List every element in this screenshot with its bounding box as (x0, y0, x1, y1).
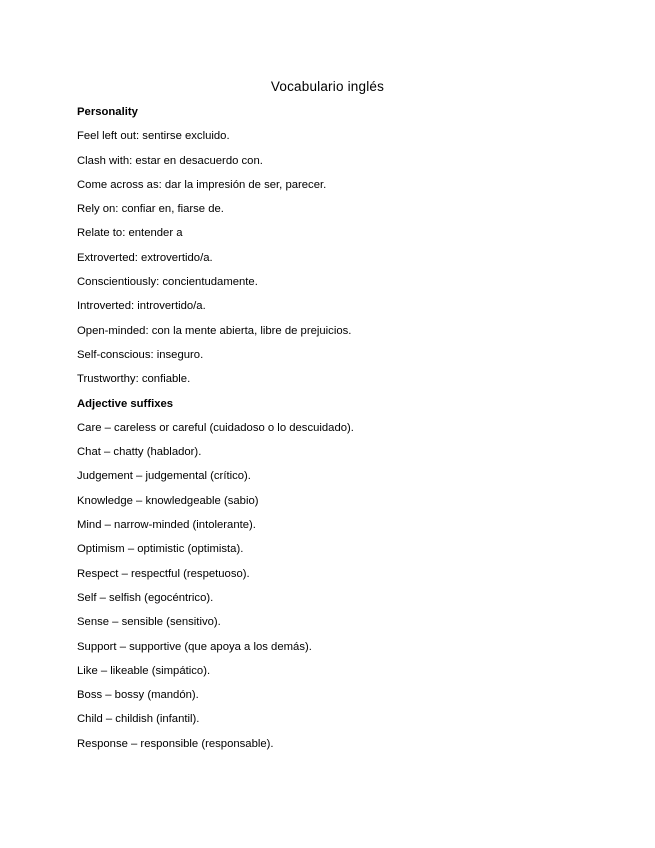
vocab-line: Conscientiously: concientudamente. (77, 276, 258, 289)
vocab-line: Come across as: dar la impresión de ser, parecer. (77, 178, 327, 191)
vocab-line: Open-minded: con la mente abierta, libre de prejuicios. (77, 324, 352, 337)
vocab-line: Self-conscious: inseguro. (77, 348, 204, 361)
vocab-line: Extroverted: extrovertido/a. (77, 251, 213, 264)
vocab-line: Boss – bossy (mandón). (77, 689, 199, 702)
vocab-line: Sense – sensible (sensitivo). (77, 616, 221, 629)
vocab-line: Feel left out: sentirse excluido. (77, 130, 230, 143)
vocab-line: Child – childish (infantil). (77, 713, 200, 726)
section-heading-adjective-suffixes: Adjective suffixes (77, 397, 174, 410)
vocab-line: Trustworthy: confiable. (77, 373, 191, 386)
vocab-line: Mind – narrow-minded (intolerante). (77, 519, 256, 532)
document-body (77, 102, 617, 758)
vocab-line: Rely on: confiar en, fiarse de. (77, 203, 224, 216)
vocab-line: Introverted: introvertido/a. (77, 300, 206, 313)
vocab-line: Self – selfish (egocéntrico). (77, 591, 214, 604)
vocab-line: Respect – respectful (respetuoso). (77, 567, 250, 580)
vocab-line: Knowledge – knowledgeable (sabio) (77, 494, 259, 507)
vocab-line: Chat – chatty (hablador). (77, 446, 202, 459)
vocab-line: Clash with: estar en desacuerdo con. (77, 154, 263, 167)
vocab-line: Response – responsible (responsable). (77, 737, 274, 750)
vocab-line: Support – supportive (que apoya a los demás). (77, 640, 312, 653)
vocab-line: Optimism – optimistic (optimista). (77, 543, 244, 556)
section-heading-personality: Personality (77, 106, 138, 118)
vocab-line: Judgement – judgemental (crítico). (77, 470, 251, 483)
vocab-line: Relate to: entender a (77, 227, 183, 240)
document-title: Vocabulario inglés (270, 79, 385, 94)
vocab-line: Care – careless or careful (cuidadoso o lo descuidado). (77, 421, 354, 434)
vocab-line: Like – likeable (simpático). (77, 664, 211, 677)
